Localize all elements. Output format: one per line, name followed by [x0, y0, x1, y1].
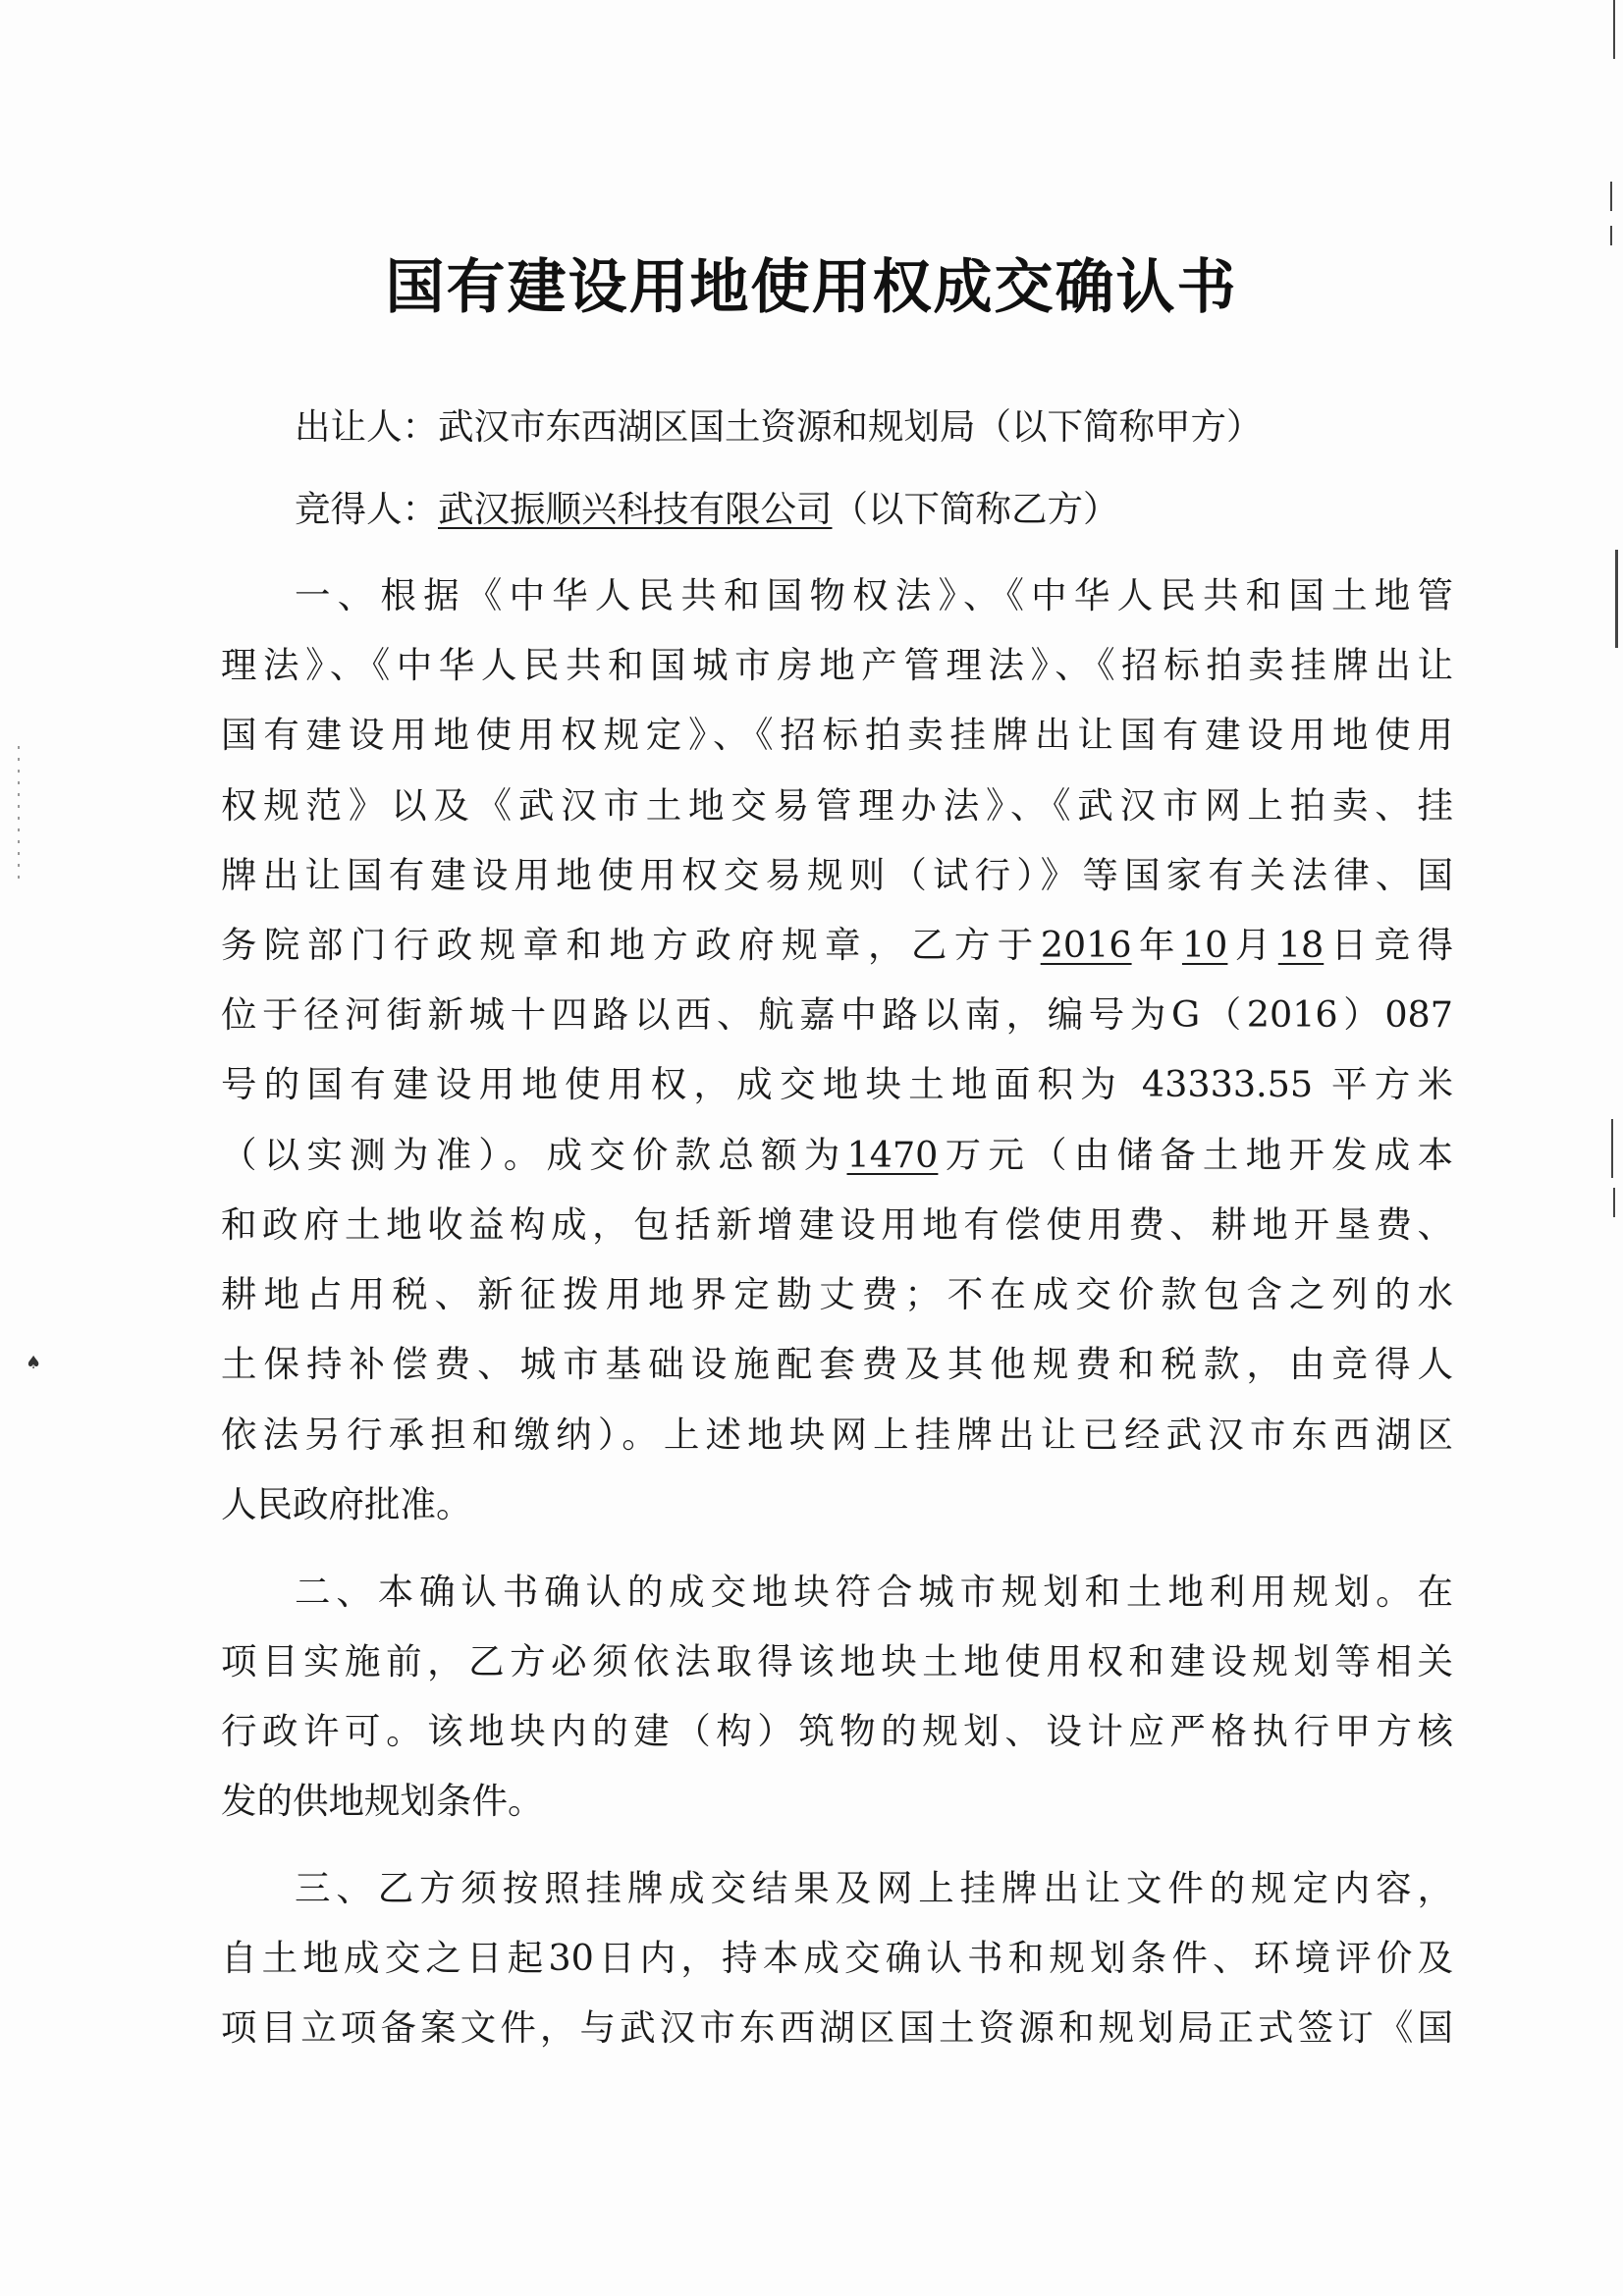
date-line-text: 务院部门行政规章和地方政府规章，乙方于	[221, 924, 1041, 966]
scan-dotted-mark	[18, 746, 20, 883]
section1-date-line	[221, 914, 1453, 977]
document-title: 国有建设用地使用权成交确认书	[385, 253, 1238, 322]
section3-line: 三、乙方须按照挂牌成交结果及网上挂牌出让文件的规定内容，	[295, 1867, 1453, 1909]
section1-line: 人民政府批准。	[221, 1483, 472, 1525]
transferor-label: 出让人：	[295, 405, 438, 448]
bidder-line	[295, 478, 1424, 541]
section1-line: 权规范》以及《武汉市土地交易管理办法》、《武汉市网上拍卖、挂	[221, 784, 1453, 827]
deal-year: 2016	[1040, 924, 1132, 966]
scan-edge-mark	[1611, 1119, 1613, 1178]
deal-day: 18	[1277, 924, 1325, 966]
transferor-line	[295, 396, 1424, 458]
section1-line: 和政府土地收益构成，包括新增建设用地有偿使用费、耕地开垦费、	[221, 1203, 1453, 1246]
scan-edge-mark	[1615, 550, 1618, 648]
section3-line: 项目立项备案文件，与武汉市东西湖区国土资源和规划局正式签订《国	[221, 2006, 1453, 2049]
section2-line: 行政许可。该地块内的建（构）筑物的规划、设计应严格执行甲方核	[221, 1710, 1453, 1752]
section1-line: 国有建设用地使用权规定》、《招标拍卖挂牌出让国有建设用地使用	[221, 714, 1453, 756]
scan-edge-mark	[1610, 182, 1612, 211]
price-line-text: （以实测为准）。成交价款总额为	[221, 1134, 847, 1176]
bidder-suffix: （以下简称乙方）	[832, 488, 1119, 530]
section2-line: 发的供地规划条件。	[221, 1780, 544, 1822]
bidder-value: 武汉振顺兴科技有限公司	[438, 488, 833, 530]
scan-edge-mark	[1613, 1188, 1615, 1217]
section1-line: 牌出让国有建设用地使用权交易规则（试行）》等国家有关法律、国	[221, 854, 1453, 896]
section1-line: 一、根据《中华人民共和国物权法》、《中华人民共和国土地管	[295, 574, 1453, 616]
section1-line: 土保持补偿费、城市基础设施配套费及其他规费和税款，由竞得人	[221, 1343, 1453, 1385]
section1-line: 理法》、《中华人民共和国城市房地产管理法》、《招标拍卖挂牌出让	[221, 644, 1453, 686]
bidder-label: 竞得人：	[295, 488, 438, 530]
deal-month: 10	[1181, 924, 1228, 966]
scan-edge-mark	[1613, 0, 1615, 59]
section1-price-line	[221, 1124, 1453, 1187]
date-line-text: 日竞得	[1324, 924, 1453, 966]
scan-speck: ♠	[26, 1353, 42, 1373]
deal-price: 1470	[846, 1134, 939, 1176]
section2-line: 项目实施前，乙方必须依法取得该地块土地使用权和建设规划等相关	[221, 1640, 1453, 1682]
section1-line: 位于径河街新城十四路以西、航嘉中路以南，编号为G（2016）087	[221, 993, 1453, 1036]
section3-line: 自土地成交之日起30日内，持本成交确认书和规划条件、环境评价及	[221, 1937, 1453, 1979]
section1-area-line: 号的国有建设用地使用权，成交地块土地面积为 43333.55 平方米	[221, 1063, 1453, 1105]
price-line-text: 万元（由储备土地开发成本	[938, 1134, 1453, 1176]
transferor-value: 武汉市东西湖区国土资源和规划局	[438, 405, 976, 448]
date-line-text: 月	[1227, 924, 1278, 966]
date-line-text: 年	[1131, 924, 1182, 966]
section1-line: 依法另行承担和缴纳）。上述地块网上挂牌出让已经武汉市东西湖区	[221, 1414, 1453, 1456]
section2-line: 二、本确认书确认的成交地块符合城市规划和土地利用规划。在	[295, 1571, 1453, 1613]
section1-line: 耕地占用税、新征拨用地界定勘丈费；不在成交价款包含之列的水	[221, 1273, 1453, 1315]
transferor-suffix: （以下简称甲方）	[975, 405, 1263, 448]
